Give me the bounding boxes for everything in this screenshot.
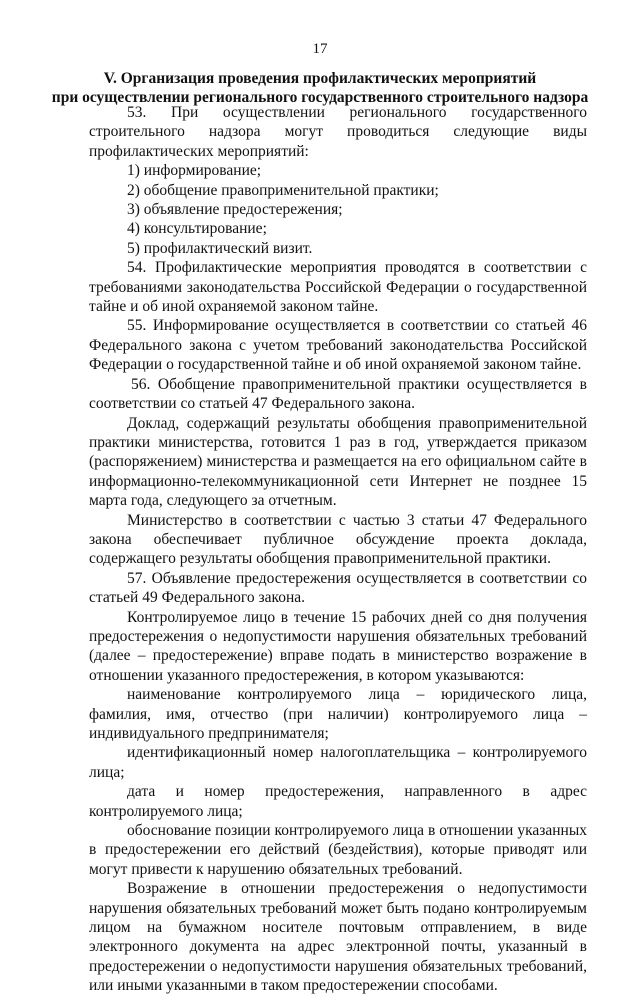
section-heading	[40, 69, 600, 108]
paragraph-objection-right: Контролируемое лицо в течение 15 рабочих дней со дня получения предостережения о недопустимости нарушения обязательных требований (далее – предостережение) вправе подать в министерство возражение в отношении указанного предостережения, в котором указываются:	[89, 608, 587, 684]
paragraph-objection-submission: Возражение в отношении предостережения о недопустимости нарушения обязательных требований может быть подано контролируемым лицом на бумажном носителе почтовым отправлением, в виде электронного документа на адрес электронной почты, указанный в предостережении о недопустимости нарушения обязательных требований, или иными указанными в таком предостережении способами.	[89, 880, 587, 995]
section-heading-line-2: при осуществлении регионального государственного строительного надзора	[51, 89, 589, 107]
list-item-5: 5) профилактический визит.	[127, 239, 313, 257]
paragraph-date-requirement: дата и номер предостережения, направленного в адрес контролируемого лица;	[89, 783, 587, 820]
paragraph-report: Доклад, содержащий результаты обобщения правоприменительной практики министерства, готовится 1 раз в год, утверждается приказом (распоряжением) министерства и размещается на его официальном сайте в информационно-телекоммуникационной сети Интернет не позднее 15 марта года, следующего за отчетным.	[89, 414, 587, 510]
document-body	[89, 103, 587, 996]
list-item-1: 1) информирование;	[127, 162, 262, 180]
section-heading-line-1: V. Организация проведения профилактических мероприятий	[103, 70, 537, 87]
paragraph-ministry-discussion: Министерство в соответствии с частью 3 статьи 47 Федерального закона обеспечивает публичное обсуждение проекта доклада, содержащего результаты обобщения правоприменительной практики.	[89, 511, 587, 568]
list-item-3: 3) объявление предостережения;	[127, 201, 343, 219]
paragraph-57: 57. Объявление предостережения осуществляется в соответствии со статьей 49 Федерального закона.	[89, 569, 587, 607]
paragraph-54: 54. Профилактические мероприятия проводятся в соответствии с требованиями законодательства Российской Федерации о государственной тайне и об иной охраняемой законом тайне.	[89, 259, 587, 316]
paragraph-justification-requirement: обоснование позиции контролируемого лица в отношении указанных в предостережении его действий (бездействия), которые приводят или могут привести к нарушению обязательных требований.	[89, 822, 587, 878]
paragraph-inn-requirement: идентификационный номер налогоплательщика – контролируемого лица;	[89, 744, 587, 781]
paragraph-53: 53. При осуществлении регионального государственного строительного надзора могут проводиться следующие виды профилактических мероприятий:	[89, 104, 587, 160]
list-item-2: 2) обобщение правоприменительной практики;	[127, 181, 439, 199]
paragraph-55: 55. Информирование осуществляется в соответствии со статьей 46 Федерального закона с учетом требований законодательства Российской Федерации о государственной тайне и об иной охраняемой законом тайне.	[89, 317, 587, 374]
list-item-4: 4) консультирование;	[127, 220, 267, 238]
page-number: 17	[312, 41, 328, 57]
paragraph-56: 56. Обобщение правоприменительной практики осуществляется в соответствии со статьей 47 Федерального закона.	[89, 375, 587, 413]
paragraph-name-requirement: наименование контролируемого лица – юридического лица, фамилия, имя, отчество (при наличии) контролируемого лица – индивидуального предпринимателя;	[89, 686, 587, 742]
